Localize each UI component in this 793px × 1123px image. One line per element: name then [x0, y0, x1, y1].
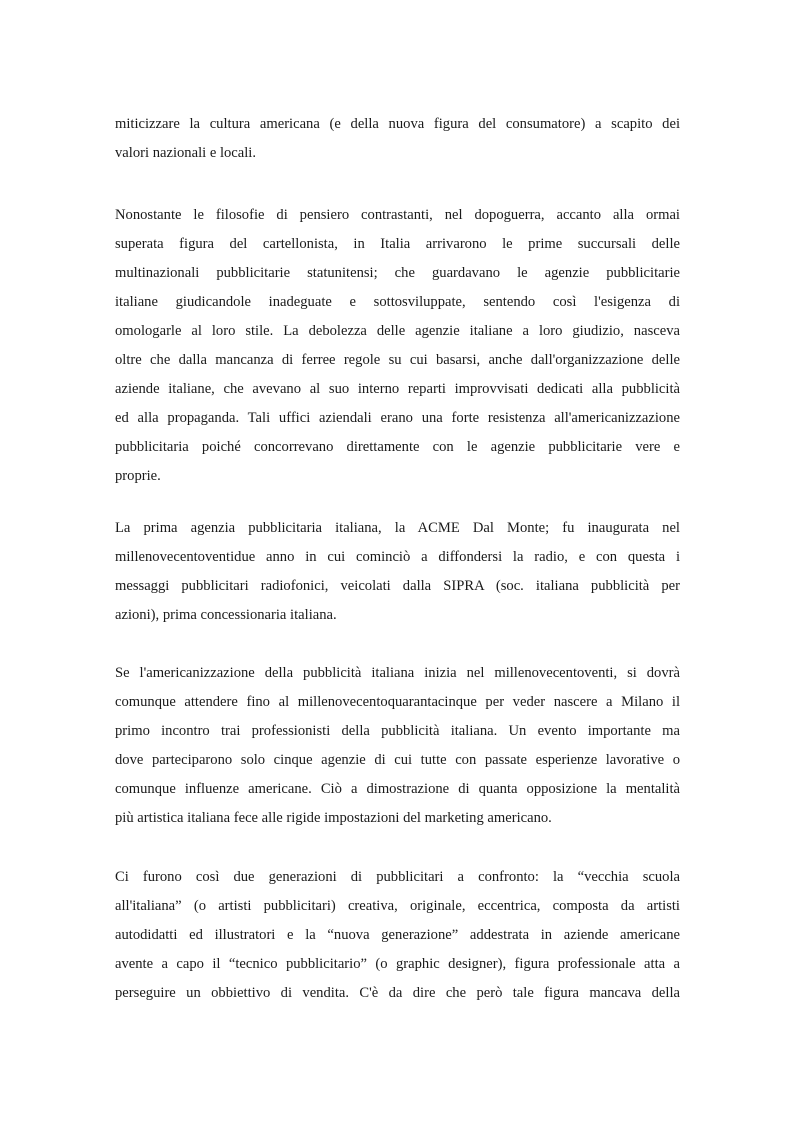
- paragraph-line: multinazionali pubblicitarie statunitensi; che guardavano le agenzie pubblicitarie: [115, 265, 680, 281]
- paragraph-line: italiane giudicandole inadeguate e sottosviluppate, sentendo così l'esigenza di: [115, 294, 680, 310]
- paragraph-line: autodidatti ed illustratori e la “nuova generazione” addestrata in aziende americane: [115, 927, 680, 943]
- paragraph-line: primo incontro trai professionisti della pubblicità italiana. Un evento importante ma: [115, 723, 680, 739]
- paragraph-line: pubblicitaria poiché concorrevano direttamente con le agenzie pubblicitarie vere e: [115, 439, 680, 455]
- paragraph-4: [115, 659, 680, 833]
- paragraph-3: [115, 514, 680, 630]
- paragraph-line: più artistica italiana fece alle rigide impostazioni del marketing americano.: [115, 810, 552, 826]
- paragraph-2: [115, 201, 680, 491]
- paragraph-line: millenovecentoventidue anno in cui cominciò a diffondersi la radio, e con questa i: [115, 549, 680, 565]
- paragraph-line: dove parteciparono solo cinque agenzie di cui tutte con passate esperienze lavorative o: [115, 752, 680, 768]
- paragraph-line: comunque attendere fino al millenovecentoquarantacinque per veder nascere a Milano il: [115, 694, 680, 710]
- paragraph-line: perseguire un obbiettivo di vendita. C'è da dire che però tale figura mancava della: [115, 985, 680, 1001]
- paragraph-line: valori nazionali e locali.: [115, 145, 257, 161]
- paragraph-line: proprie.: [115, 468, 161, 484]
- paragraph-line: Nonostante le filosofie di pensiero contrastanti, nel dopoguerra, accanto alla ormai: [115, 207, 680, 223]
- paragraph-line: ed alla propaganda. Tali uffici aziendali erano una forte resistenza all'americanizzazione: [115, 410, 680, 426]
- paragraph-line: Ci furono così due generazioni di pubblicitari a confronto: la “vecchia scuola: [115, 869, 680, 885]
- paragraph-line: omologarle al loro stile. La debolezza delle agenzie italiane a loro giudizio, nasceva: [115, 323, 680, 339]
- paragraph-line: comunque influenze americane. Ciò a dimostrazione di quanta opposizione la mentalità: [115, 781, 680, 797]
- paragraph-line: azioni), prima concessionaria italiana.: [115, 607, 337, 623]
- paragraph-line: messaggi pubblicitari radiofonici, veicolati dalla SIPRA (soc. italiana pubblicità per: [115, 578, 680, 594]
- paragraph-line: aziende italiane, che avevano al suo interno reparti improvvisati dedicati alla pubblicità: [115, 381, 680, 397]
- paragraph-line: oltre che dalla mancanza di ferree regole su cui basarsi, anche dall'organizzazione delle: [115, 352, 680, 368]
- paragraph-line: La prima agenzia pubblicitaria italiana, la ACME Dal Monte; fu inaugurata nel: [115, 520, 680, 536]
- paragraph-line: avente a capo il “tecnico pubblicitario” (o graphic designer), figura professionale atta a: [115, 956, 680, 972]
- paragraph-line: all'italiana” (o artisti pubblicitari) creativa, originale, eccentrica, composta da artisti: [115, 898, 680, 914]
- paragraph-line: miticizzare la cultura americana (e della nuova figura del consumatore) a scapito dei: [115, 116, 680, 132]
- paragraph-line: Se l'americanizzazione della pubblicità italiana inizia nel millenovecentoventi, si dovrà: [115, 665, 680, 681]
- paragraph-1: [115, 110, 680, 168]
- paragraph-line: superata figura del cartellonista, in Italia arrivarono le prime succursali delle: [115, 236, 680, 252]
- paragraph-5: [115, 863, 680, 1008]
